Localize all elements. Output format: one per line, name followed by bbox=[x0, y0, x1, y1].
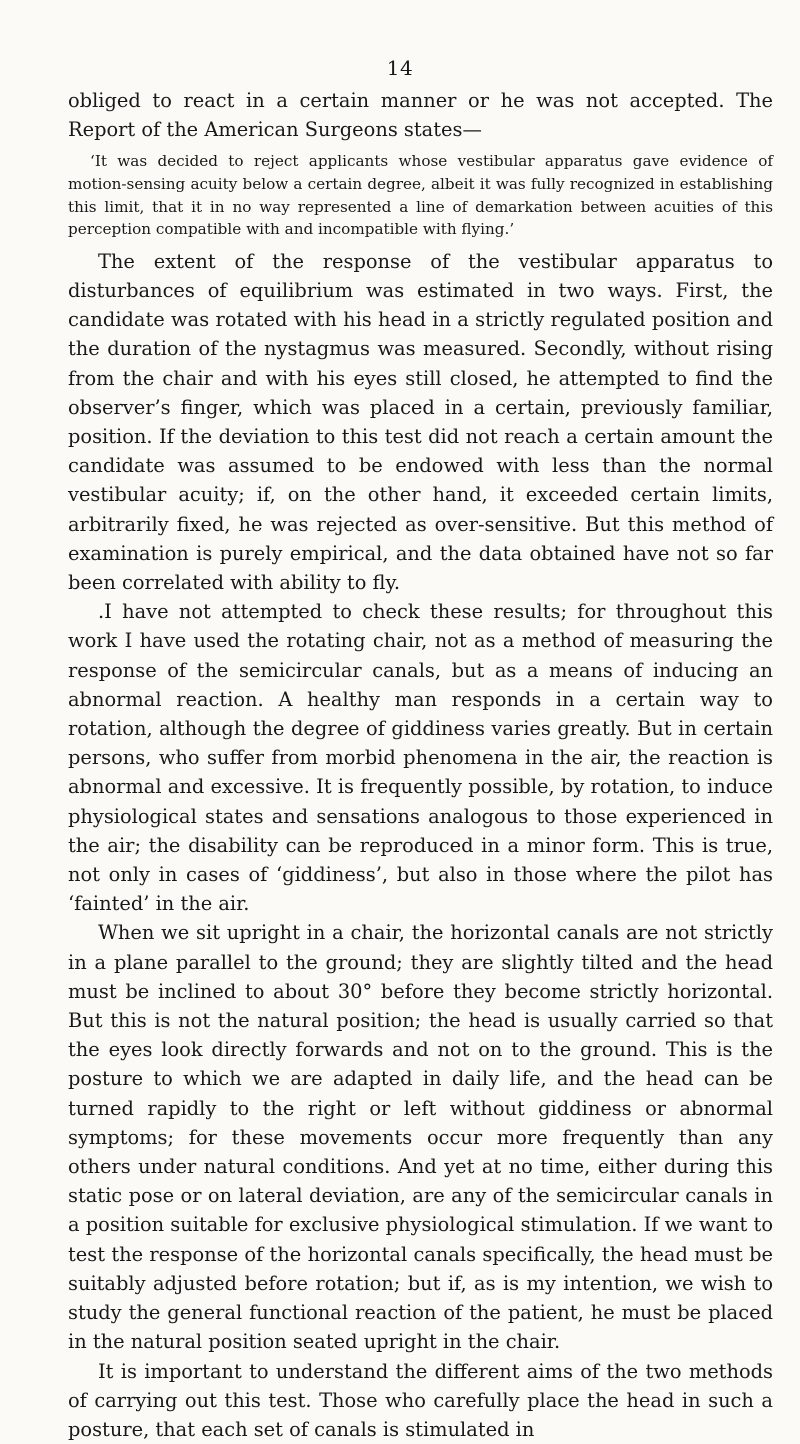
paragraph-rotating-chair: .I have not attempted to check these results; for throughout this work I have used the rotating chair, not as a method of measuring the response of the semicircular canals, but as a means of inducing an abnormal reaction. A healthy man responds in a certain way to rotation, although the degree of giddiness varies greatly. But in certain persons, who suffer from morbid phenomena in the air, the reaction is abnormal and excessive. It is frequently possible, by rotation, to induce physiological states and sensations analogous to those experienced in the air; the disability can be reproduced in a minor form. This is true, not only in cases of ‘giddiness’, but also in those where the pilot has ‘fainted’ in the air. bbox=[68, 597, 773, 918]
paragraph-horizontal-canals: When we sit upright in a chair, the horizontal canals are not strictly in a plane parallel to the ground; they are slightly tilted and the head must be inclined to about 30° before they become strictly horizontal. But this is not the natural position; the head is usually carried so that the eyes look directly forwards and not on to the ground. This is the posture to which we are adapted in daily life, and the head can be turned rapidly to the right or left without giddiness or abnormal symptoms; for these movements occur more frequently than any others under natural conditions. And yet at no time, either during this static pose or on lateral deviation, are any of the semicircular canals in a position suitable for exclusive physiological stimulation. If we want to test the response of the horizontal canals specifically, the head must be suitably adjusted before rotation; but if, as is my intention, we wish to study the general functional reaction of the patient, he must be placed in the natural position seated upright in the chair. bbox=[68, 918, 773, 1356]
paragraph-report-intro: obliged to react in a certain manner or he was not accepted. The Report of the American Surgeons states— bbox=[68, 86, 773, 144]
page-body bbox=[68, 86, 773, 1444]
paragraph-vestibular-response: The extent of the response of the vestibular apparatus to disturbances of equilibrium was estimated in two ways. First, the candidate was rotated with his head in a strictly regulated position and the duration of the nystagmus was measured. Secondly, without rising from the chair and with his eyes still closed, he attempted to find the observer’s finger, which was placed in a certain, previously familiar, position. If the deviation to this test did not reach a certain amount the candidate was assumed to be endowed with less than the normal vestibular acuity; if, on the other hand, it exceeded certain limits, arbitrarily fixed, he was rejected as over-sensitive. But this method of examination is purely empirical, and the data obtained have not so far been correlated with ability to fly. bbox=[68, 247, 773, 597]
block-quote-american-surgeons: ‘It was decided to reject applicants whose vestibular apparatus gave evidence of motion-sensing acuity below a certain degree, albeit it was fully recognized in establishing this limit, that it in no way represented a line of demarkation between acuities of this perception compatible with and incompatible with flying.’ bbox=[68, 150, 773, 240]
paragraph-test-methods: It is important to understand the different aims of the two methods of carrying out this test. Those who carefully place the head in such a posture, that each set of canals is stimulated in bbox=[68, 1357, 773, 1444]
page-number: 14 bbox=[0, 56, 800, 80]
